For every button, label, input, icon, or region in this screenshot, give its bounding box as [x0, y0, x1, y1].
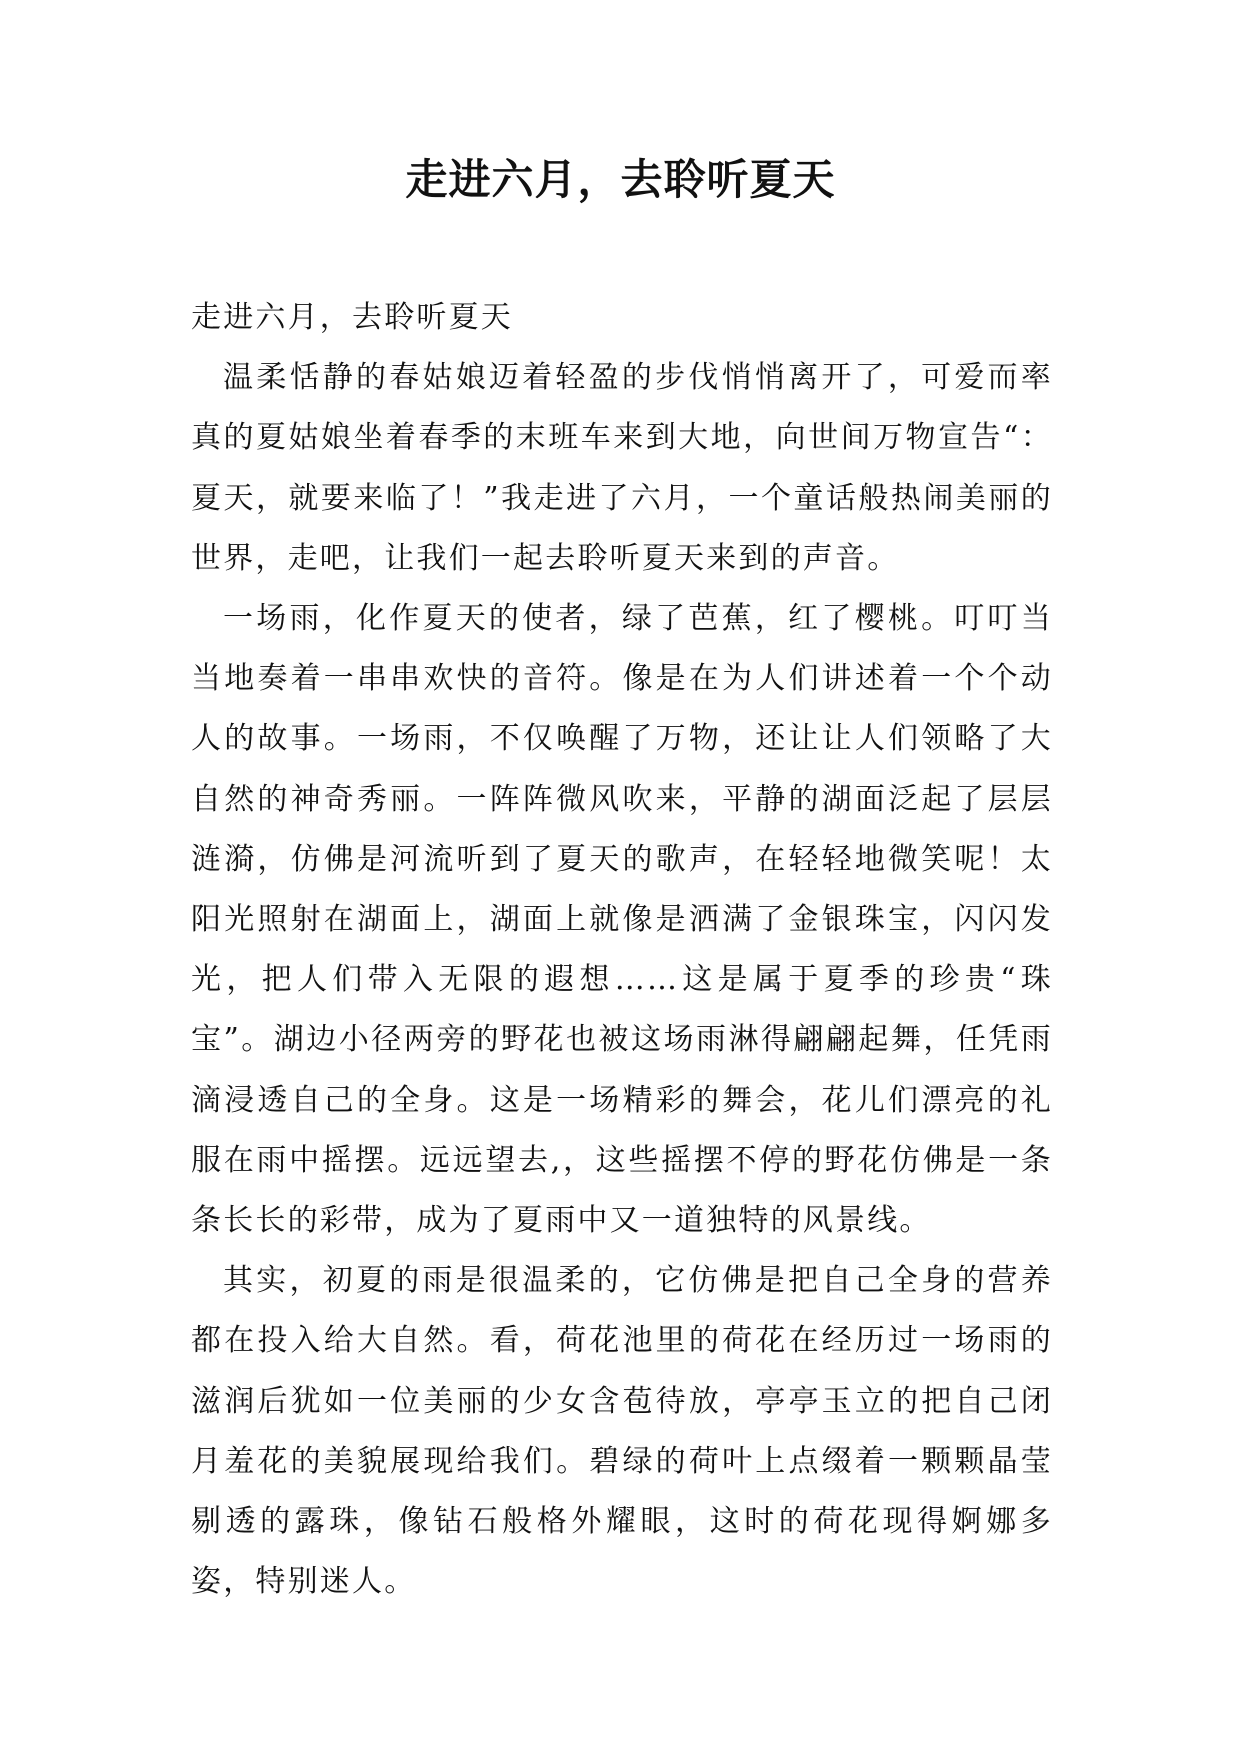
paragraph-2: 一场雨，化作夏天的使者，绿了芭蕉，红了樱桃。叮叮当当地奏着一串串欢快的音符。像是在为人们讲述着一个个动人的故事。一场雨，不仅唤醒了万物，还让让人们领略了大自然的神奇秀丽。一阵阵微风吹来，平静的湖面泛起了层层涟漪，仿佛是河流听到了夏天的歌声，在轻轻地微笑呢！太阳光照射在湖面上，湖面上就像是洒满了金银珠宝，闪闪发光，把人们带入无限的遐想……这是属于夏季的珍贵“珠宝”。湖边小径两旁的野花也被这场雨淋得翩翩起舞，任凭雨滴浸透自己的全身。这是一场精彩的舞会，花儿们漂亮的礼服在雨中摇摆。远远望去,，这些摇摆不停的野花仿佛是一条条长长的彩带，成为了夏雨中又一道独特的风景线。	[191, 601, 1053, 1239]
paragraph-3: 其实，初夏的雨是很温柔的，它仿佛是把自己全身的营养都在投入给大自然。看，荷花池里的荷花在经历过一场雨的滋润后犹如一位美丽的少女含苞待放，亭亭玉立的把自己闭月羞花的美貌展现给我们。碧绿的荷叶上点缀着一颗颗晶莹剔透的露珠，像钻石般格外耀眼，这时的荷花现得婀娜多姿，特别迷人。	[191, 1263, 1053, 1600]
article-subtitle: 走进六月，去聆听夏天	[191, 300, 513, 335]
article-body	[191, 288, 1053, 1612]
page-title: 走进六月，去聆听夏天	[405, 155, 836, 204]
paragraph-1: 温柔恬静的春姑娘迈着轻盈的步伐悄悄离开了，可爱而率真的夏姑娘坐着春季的末班车来到大地，向世间万物宣告“：夏天，就要来临了！”我走进了六月，一个童话般热闹美丽的世界，走吧，让我们一起去聆听夏天来到的声音。	[191, 360, 1053, 576]
